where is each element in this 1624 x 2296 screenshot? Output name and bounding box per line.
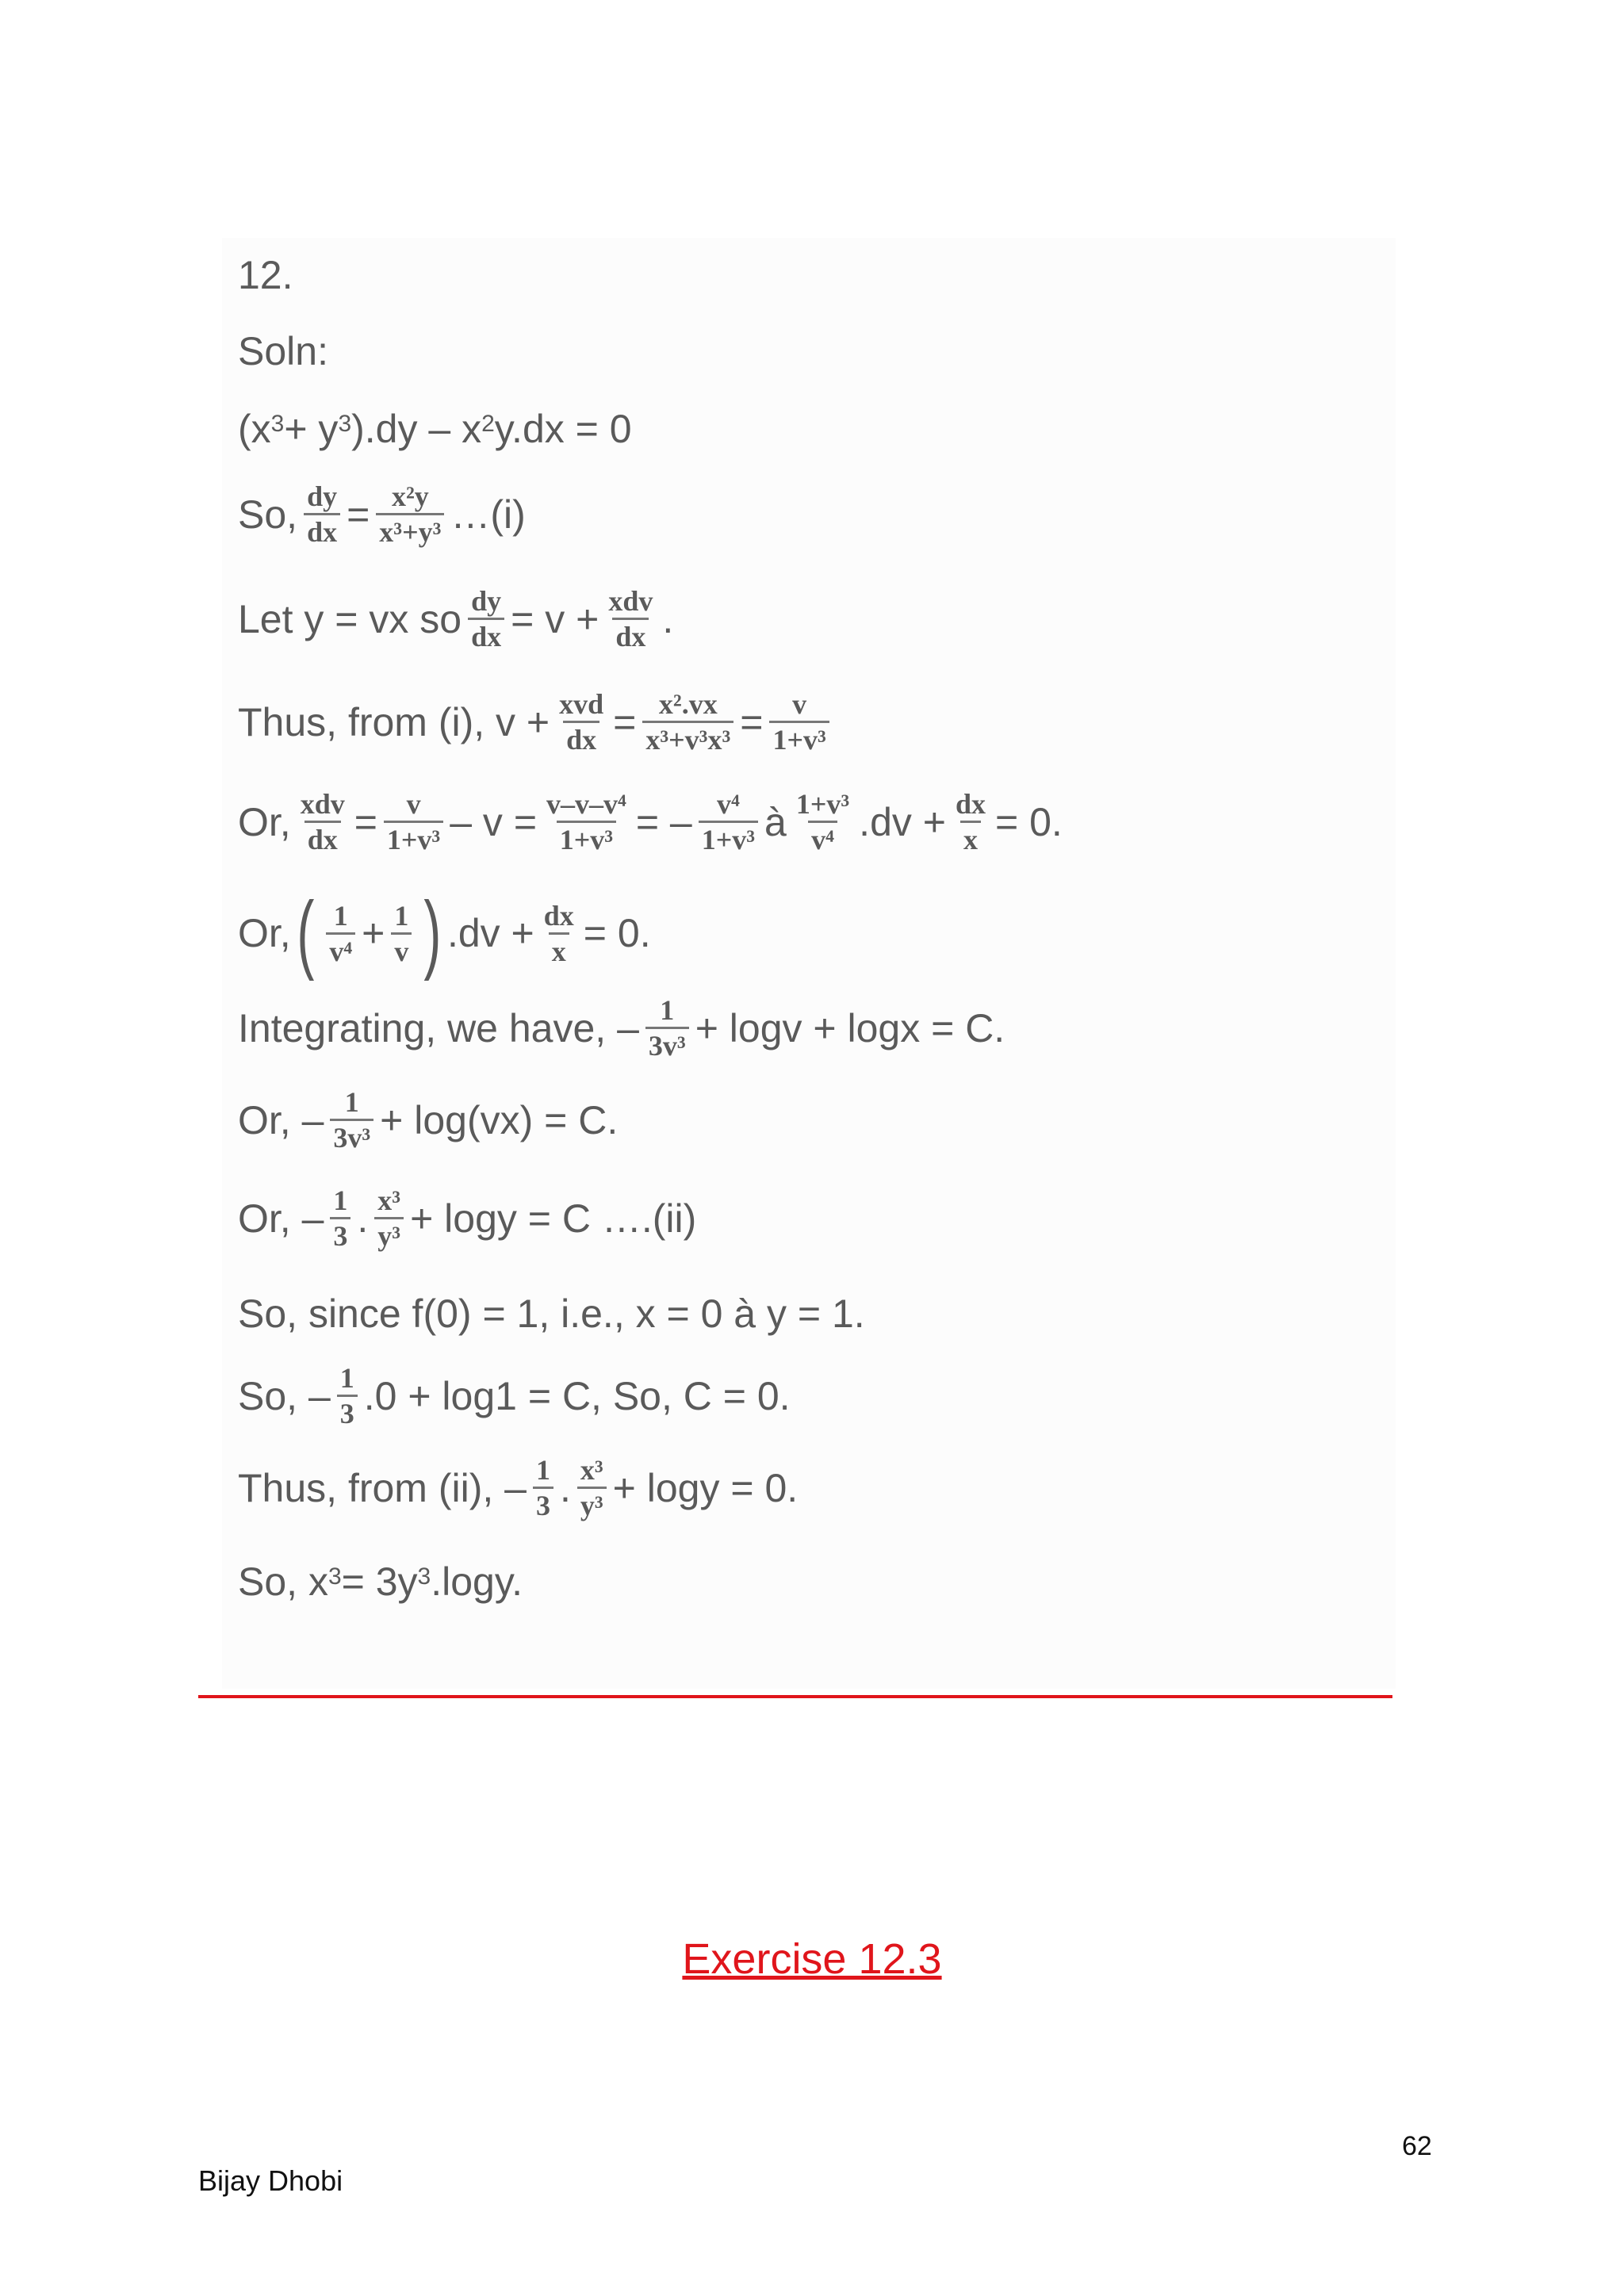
fraction: $\frac{1}{3}$	[330, 1186, 350, 1250]
equation-line-8: Or, – $\frac{1}{\text{3v³}}$ + log(vx) = C.	[238, 1086, 619, 1154]
equation-line-7: Integrating, we have, – $\frac{1}{\text{3v³}}$ + logv + logx = C.	[238, 994, 1005, 1062]
fraction: $\frac{\text{v–v–v⁴}}{\text{1+v³}}$	[546, 788, 626, 855]
equation-line-12: Thus, from (ii), – $\frac{1}{3}$ . $\frac{\text{x³}}{\text{y³}}$ + logy = 0.	[238, 1454, 799, 1521]
fraction: $\frac{1}{\text{3v³}}$	[645, 996, 689, 1060]
problem-number: 12.	[238, 253, 293, 297]
fraction: $\frac{\text{1+v³}}{\text{v⁴}}$	[795, 788, 850, 855]
equation-line-5: Or, $\frac{\text{xdv}}{dx}$ = $\frac{v}{\text{1+v³}}$ – v = $\frac{\text{v–v–v⁴}}{\text{1+v³}}$ = – $\frac{\text{v⁴}}{\text{1+v³}}$ à $\frac{\text{1+v³}}{\text{v⁴}}$ .dv + $\frac{dx}{x}$ = 0.	[238, 788, 1063, 855]
equation-line-2: So, $\frac{dy}{dx}$ = $\frac{\text{x²y}}{\text{x³+y³}}$ …(i)	[238, 480, 526, 548]
fraction: $\frac{dx}{x}$	[955, 788, 986, 855]
fraction: $\frac{1}{\text{3v³}}$	[330, 1088, 373, 1152]
equation-line-6: Or, ( $\frac{1}{\text{v⁴}}$ + $\frac{1}{v}$ ) .dv + $\frac{dx}{x}$ = 0.	[238, 884, 651, 982]
fraction: $\frac{v}{\text{1+v³}}$	[769, 690, 829, 754]
fraction: $\frac{\text{v⁴}}{\text{1+v³}}$	[699, 790, 758, 854]
fraction: $\frac{dy}{dx}$	[468, 587, 504, 651]
fraction: $\frac{\text{xvd}}{dx}$	[559, 688, 604, 756]
fraction: $\frac{\text{x².vx}}{\text{x³+v³x³}}$	[642, 690, 733, 754]
fraction: $\frac{1}{v}$	[391, 901, 412, 966]
fraction: $\frac{\text{xdv}}{dx}$	[300, 788, 345, 855]
exercise-heading: Exercise 12.3	[682, 1935, 942, 1983]
fraction: $\frac{\text{x²y}}{\text{x³+y³}}$	[376, 482, 444, 546]
equation-line-1: (x $^3$ + y $^3$ ).dy – x $^2$ y.dx = 0	[238, 407, 632, 451]
fraction: $\frac{1}{\text{v⁴}}$	[326, 901, 355, 966]
equation-line-11: So, – $\frac{1}{3}$ .0 + log1 = C, So, C = 0.	[238, 1362, 791, 1429]
fraction: $\frac{\text{x³}}{\text{y³}}$	[577, 1456, 607, 1520]
equation-line-3: Let y = vx so $\frac{dy}{dx}$ = v + $\frac{\text{xdv}}{dx}$ .	[238, 585, 674, 652]
fraction: $\frac{\text{xdv}}{dx}$	[608, 585, 653, 652]
fraction: $\frac{1}{3}$	[337, 1364, 358, 1428]
author-footer: Bijay Dhobi	[198, 2164, 343, 2197]
equation-line-13: So, x $^3$ = 3y $^3$ .logy.	[238, 1559, 523, 1604]
equation-line-9: Or, – $\frac{1}{3}$ . $\frac{\text{x³}}{\text{y³}}$ + logy = C ….(ii)	[238, 1184, 697, 1252]
fraction: $\frac{\text{x³}}{\text{y³}}$	[374, 1186, 404, 1250]
fraction: $\frac{dx}{x}$	[543, 899, 574, 967]
fraction: $\frac{dy}{dx}$	[304, 482, 340, 546]
equation-line-4: Thus, from (i), v + $\frac{\text{xvd}}{dx}$ = $\frac{\text{x².vx}}{\text{x³+v³x³}}$ = $\frac{v}{\text{1+v³}}$	[238, 690, 836, 754]
soln-label: Soln:	[238, 329, 328, 373]
page-number: 62	[1402, 2131, 1432, 2161]
equation-line-10: So, since f(0) = 1, i.e., x = 0 à y = 1.	[238, 1292, 865, 1336]
red-divider	[198, 1695, 1392, 1698]
fraction: $\frac{v}{\text{1+v³}}$	[384, 790, 443, 854]
fraction: $\frac{1}{3}$	[533, 1456, 553, 1520]
